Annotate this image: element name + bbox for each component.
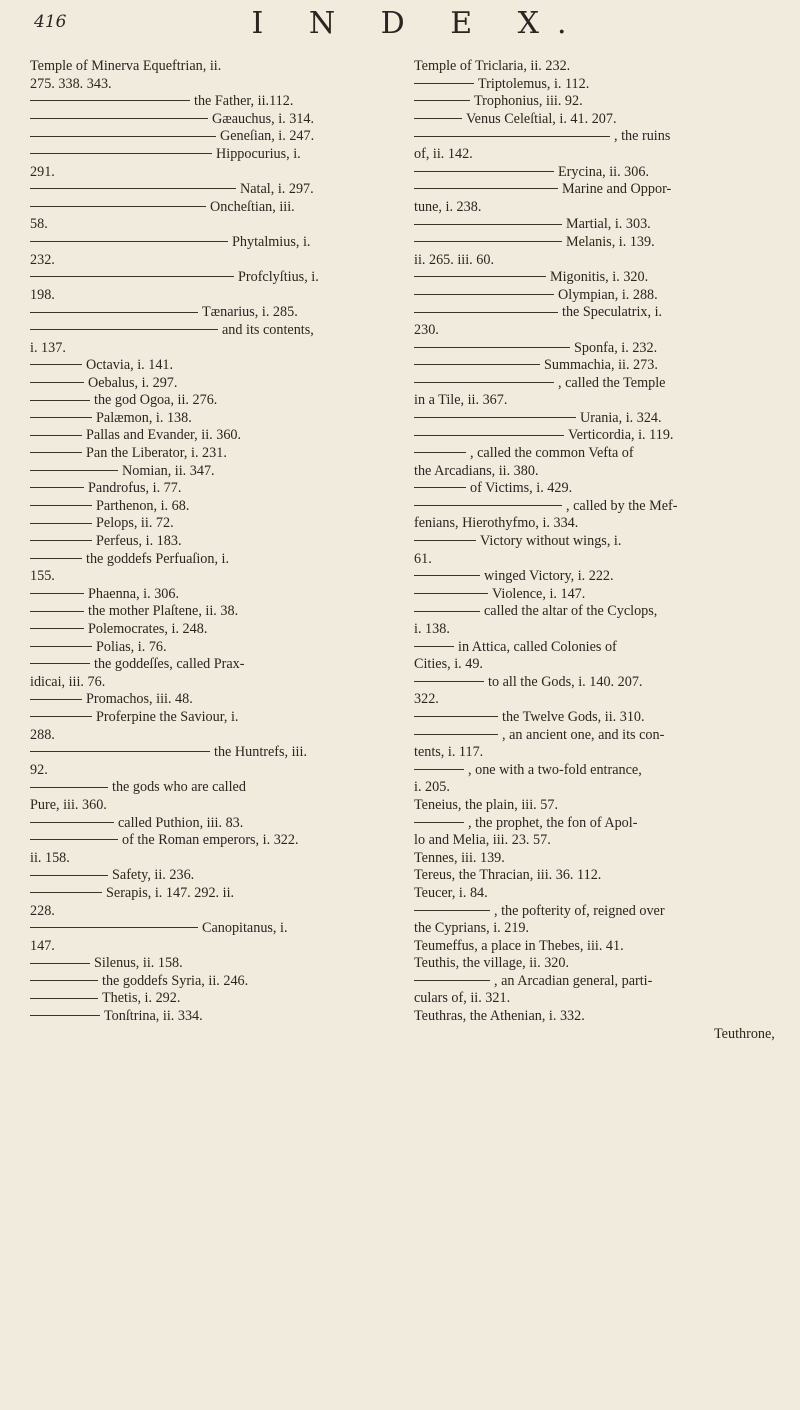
ditto-dash bbox=[414, 118, 462, 119]
index-entry bbox=[414, 128, 779, 146]
index-entry bbox=[30, 515, 395, 533]
ditto-dash bbox=[30, 699, 82, 700]
index-entry-text: Proferpine the Saviour, i. bbox=[96, 708, 239, 725]
index-entry-text: Temple of Minerva Equeftrian, ii. bbox=[30, 58, 222, 74]
index-entry bbox=[30, 727, 395, 745]
ditto-dash bbox=[30, 751, 210, 752]
index-entry bbox=[414, 199, 779, 217]
index-entry-text: Pandrofus, i. 77. bbox=[88, 480, 182, 497]
page-number: 416 bbox=[34, 12, 67, 32]
index-entry bbox=[414, 340, 779, 358]
index-entry bbox=[414, 586, 779, 604]
index-entry-text: the Arcadians, ii. 380. bbox=[414, 462, 539, 479]
index-entry bbox=[414, 515, 779, 533]
ditto-dash bbox=[30, 382, 84, 383]
ditto-dash bbox=[30, 329, 218, 330]
index-entry-text: and its contents, bbox=[222, 321, 314, 338]
index-entry-text: , called by the Mef- bbox=[566, 497, 678, 514]
ditto-dash bbox=[414, 452, 466, 453]
index-entry-text: Nomian, ii. 347. bbox=[122, 462, 215, 479]
index-entry-text: the Cyprians, i. 219. bbox=[414, 920, 530, 937]
ditto-dash bbox=[30, 716, 92, 717]
index-entry bbox=[30, 128, 395, 146]
index-entry bbox=[30, 340, 395, 358]
index-entry-text: tents, i. 117. bbox=[414, 744, 484, 761]
index-entry bbox=[414, 955, 779, 973]
index-entry-text: of, ii. 142. bbox=[414, 145, 473, 162]
ditto-dash bbox=[30, 787, 108, 788]
ditto-dash bbox=[414, 224, 562, 225]
ditto-dash bbox=[30, 611, 84, 612]
index-entry-text: the Huntrefs, iii. bbox=[214, 744, 307, 761]
ditto-dash bbox=[414, 593, 488, 594]
index-entry bbox=[414, 621, 779, 639]
ditto-dash bbox=[30, 312, 198, 313]
ditto-dash bbox=[30, 875, 108, 876]
index-entry bbox=[30, 111, 395, 129]
ditto-dash bbox=[414, 241, 562, 242]
index-entry bbox=[30, 498, 395, 516]
index-entry bbox=[30, 850, 395, 868]
ditto-dash bbox=[30, 505, 92, 506]
index-entry-text: 322. bbox=[414, 691, 439, 708]
index-entry-text: Triptolemus, i. 112. bbox=[478, 75, 590, 92]
index-entry-text: Summachia, ii. 273. bbox=[544, 357, 658, 374]
index-entry-text: 198. bbox=[30, 286, 55, 303]
index-entry-text: in a Tile, ii. 367. bbox=[414, 392, 508, 409]
ditto-dash bbox=[414, 100, 470, 101]
index-entry bbox=[414, 164, 779, 182]
ditto-dash bbox=[414, 347, 570, 348]
index-entry bbox=[414, 269, 779, 287]
ditto-dash bbox=[30, 1015, 100, 1016]
index-entry bbox=[414, 181, 779, 199]
index-entry bbox=[414, 76, 779, 94]
index-entry-text: Trophonius, iii. 92. bbox=[474, 93, 583, 110]
ditto-dash bbox=[414, 505, 562, 506]
index-entry-text: Migonitis, i. 320. bbox=[550, 269, 649, 286]
ditto-dash bbox=[414, 681, 484, 682]
index-entry bbox=[414, 111, 779, 129]
index-entry bbox=[414, 779, 779, 797]
index-entry bbox=[414, 903, 779, 921]
index-entry-text: i. 137. bbox=[30, 339, 66, 356]
index-entry bbox=[414, 463, 779, 481]
index-entry bbox=[30, 480, 395, 498]
index-entry bbox=[30, 93, 395, 111]
index-entry-text: Safety, ii. 236. bbox=[112, 867, 195, 884]
index-entry-text: , called the common Vefta of bbox=[470, 445, 634, 462]
ditto-dash bbox=[30, 417, 92, 418]
ditto-dash bbox=[30, 452, 82, 453]
index-entry-text: in Attica, called Colonies of bbox=[458, 638, 617, 655]
index-entry-text: tune, i. 238. bbox=[414, 198, 482, 215]
index-entry-text: Pure, iii. 360. bbox=[30, 796, 107, 813]
ditto-dash bbox=[30, 892, 102, 893]
ditto-dash bbox=[414, 364, 540, 365]
index-entry bbox=[30, 146, 395, 164]
index-entry-text: Teuthrone, bbox=[714, 1025, 775, 1042]
ditto-dash bbox=[414, 171, 554, 172]
index-entry bbox=[30, 252, 395, 270]
index-entry bbox=[30, 445, 395, 463]
index-entry bbox=[414, 674, 779, 692]
ditto-dash bbox=[414, 822, 464, 823]
index-entry-text: Perfeus, i. 183. bbox=[96, 533, 182, 550]
index-entry bbox=[30, 164, 395, 182]
index-entry bbox=[30, 603, 395, 621]
index-entry bbox=[30, 410, 395, 428]
index-entry bbox=[30, 533, 395, 551]
index-entry bbox=[30, 973, 395, 991]
index-entry-text: , an ancient one, and its con- bbox=[502, 726, 665, 743]
index-entry bbox=[30, 357, 395, 375]
index-entry bbox=[30, 551, 395, 569]
index-entry-text: Canopitanus, i. bbox=[202, 920, 288, 937]
index-entry bbox=[30, 762, 395, 780]
index-entry-text: , an Arcadian general, parti- bbox=[494, 972, 653, 989]
index-entry bbox=[414, 480, 779, 498]
index-entry bbox=[30, 58, 395, 76]
ditto-dash bbox=[414, 910, 490, 911]
index-entry-text: fenians, Hierothyfmo, i. 334. bbox=[414, 515, 579, 532]
ditto-dash bbox=[414, 716, 498, 717]
index-entry-text: Tereus, the Thracian, iii. 36. 112. bbox=[414, 867, 602, 884]
index-entry-text: , one with a two-fold entrance, bbox=[468, 761, 642, 778]
index-entry-text: the god Ogoa, ii. 276. bbox=[94, 392, 218, 409]
index-entry-text: Phytalmius, i. bbox=[232, 233, 311, 250]
index-entry-text: Natal, i. 297. bbox=[240, 181, 314, 198]
index-entry-text: Tonſtrina, ii. 334. bbox=[104, 1008, 203, 1025]
index-entry bbox=[30, 621, 395, 639]
index-entry bbox=[30, 867, 395, 885]
ditto-dash bbox=[414, 487, 466, 488]
index-entry bbox=[30, 1008, 395, 1026]
ditto-dash bbox=[414, 611, 480, 612]
index-entry-text: ii. 265. iii. 60. bbox=[414, 251, 495, 268]
index-entry bbox=[30, 76, 395, 94]
ditto-dash bbox=[30, 646, 92, 647]
index-entry-text: Octavia, i. 141. bbox=[86, 357, 174, 374]
index-entry-text: Victory without wings, i. bbox=[480, 533, 622, 550]
index-entry-text: ii. 158. bbox=[30, 849, 70, 866]
index-entry bbox=[30, 744, 395, 762]
index-entry-text: Pallas and Evander, ii. 360. bbox=[86, 427, 242, 444]
index-entry-text: Venus Celeſtial, i. 41. 207. bbox=[466, 110, 617, 127]
index-entry-text: Teucer, i. 84. bbox=[414, 884, 488, 901]
ditto-dash bbox=[414, 382, 554, 383]
index-entry-text: the Father, ii.112. bbox=[194, 93, 294, 110]
index-entry bbox=[30, 938, 395, 956]
index-entry-text: i. 138. bbox=[414, 621, 450, 637]
index-entry bbox=[414, 322, 779, 340]
index-entry-text: Tennes, iii. 139. bbox=[414, 849, 505, 866]
index-entry-text: 147. bbox=[30, 937, 55, 954]
index-entry-text: , the prophet, the fon of Apol- bbox=[468, 814, 638, 831]
index-entry bbox=[414, 287, 779, 305]
index-entry-text: Cities, i. 49. bbox=[414, 656, 483, 673]
index-entry-text: Hippocurius, i. bbox=[216, 145, 301, 162]
ditto-dash bbox=[30, 963, 90, 964]
index-entry-text: called the altar of the Cyclops, bbox=[484, 603, 658, 620]
index-entry-text: Oebalus, i. 297. bbox=[88, 374, 178, 391]
ditto-dash bbox=[30, 153, 212, 154]
index-entry-text: winged Victory, i. 222. bbox=[484, 568, 614, 585]
index-entry-text: Thetis, i. 292. bbox=[102, 990, 181, 1007]
index-entry bbox=[414, 990, 779, 1008]
index-entry bbox=[414, 551, 779, 569]
index-entry bbox=[30, 269, 395, 287]
ditto-dash bbox=[30, 593, 84, 594]
index-entry bbox=[30, 832, 395, 850]
index-entry bbox=[30, 234, 395, 252]
index-entry bbox=[414, 727, 779, 745]
ditto-dash bbox=[30, 136, 216, 137]
index-entry-text: Gæauchus, i. 314. bbox=[212, 110, 315, 127]
ditto-dash bbox=[414, 540, 476, 541]
index-entry-text: Promachos, iii. 48. bbox=[86, 691, 193, 708]
ditto-dash bbox=[414, 136, 610, 137]
index-entry-text: the goddeſſes, called Prax- bbox=[94, 656, 245, 673]
index-entry bbox=[30, 463, 395, 481]
index-entry bbox=[414, 639, 779, 657]
index-entry-text: Pan the Liberator, i. 231. bbox=[86, 445, 227, 462]
index-entry-text: the Twelve Gods, ii. 310. bbox=[502, 708, 645, 725]
index-entry-text: Martial, i. 303. bbox=[566, 216, 651, 233]
index-entry bbox=[30, 199, 395, 217]
index-entry bbox=[414, 357, 779, 375]
index-entry-text: Melanis, i. 139. bbox=[566, 233, 655, 250]
index-entry-text: Parthenon, i. 68. bbox=[96, 497, 190, 514]
ditto-dash bbox=[30, 663, 90, 664]
index-entry-text: to all the Gods, i. 140. 207. bbox=[488, 673, 643, 690]
ditto-dash bbox=[30, 980, 98, 981]
index-entry bbox=[414, 216, 779, 234]
index-entry-text: 275. 338. 343. bbox=[30, 75, 112, 92]
ditto-dash bbox=[414, 769, 464, 770]
index-entry bbox=[414, 304, 779, 322]
index-entry-text: Geneſian, i. 247. bbox=[220, 128, 315, 145]
index-entry bbox=[414, 410, 779, 428]
index-entry-text: Marine and Oppor- bbox=[562, 181, 672, 198]
index-entry-text: 288. bbox=[30, 726, 55, 743]
index-entry bbox=[30, 691, 395, 709]
index-entry-text: Tænarius, i. 285. bbox=[202, 304, 298, 321]
index-entry bbox=[30, 216, 395, 234]
index-entry bbox=[30, 885, 395, 903]
index-entry-text: the gods who are called bbox=[112, 779, 246, 796]
index-entry-text: Teuthis, the village, ii. 320. bbox=[414, 955, 570, 972]
index-entry bbox=[414, 392, 779, 410]
index-entry-text: Serapis, i. 147. 292. ii. bbox=[106, 884, 235, 901]
index-entry-text: 92. bbox=[30, 761, 48, 778]
index-entry-text: Violence, i. 147. bbox=[492, 585, 586, 602]
index-entry-text: 155. bbox=[30, 568, 55, 585]
index-entry bbox=[30, 586, 395, 604]
index-entry bbox=[414, 568, 779, 586]
index-entry bbox=[414, 533, 779, 551]
ditto-dash bbox=[30, 118, 208, 119]
index-entry-text: , called the Temple bbox=[558, 374, 666, 391]
index-entry-text: lo and Melia, iii. 23. 57. bbox=[414, 832, 551, 849]
index-entry-text: 230. bbox=[414, 321, 439, 338]
index-entry-text: Erycina, ii. 306. bbox=[558, 163, 650, 180]
index-entry bbox=[414, 1026, 779, 1044]
index-entry bbox=[30, 427, 395, 445]
index-entry bbox=[30, 779, 395, 797]
ditto-dash bbox=[414, 734, 498, 735]
index-entry-text: Olympian, i. 288. bbox=[558, 286, 658, 303]
index-entry bbox=[414, 603, 779, 621]
ditto-dash bbox=[30, 927, 198, 928]
index-entry bbox=[414, 815, 779, 833]
index-entry bbox=[414, 445, 779, 463]
index-entry bbox=[30, 304, 395, 322]
ditto-dash bbox=[30, 523, 92, 524]
ditto-dash bbox=[414, 276, 546, 277]
index-entry-text: i. 205. bbox=[414, 779, 450, 796]
index-entry bbox=[30, 287, 395, 305]
index-entry-text: Urania, i. 324. bbox=[580, 409, 662, 426]
index-entry-text: the goddefs Syria, ii. 246. bbox=[102, 972, 249, 989]
ditto-dash bbox=[30, 628, 84, 629]
index-entry-text: Teumeffus, a place in Thebes, iii. 41. bbox=[414, 937, 624, 954]
ditto-dash bbox=[30, 540, 92, 541]
ditto-dash bbox=[30, 435, 82, 436]
ditto-dash bbox=[30, 822, 114, 823]
index-entry bbox=[414, 1008, 779, 1026]
index-entry bbox=[30, 322, 395, 340]
index-entry-text: Polemocrates, i. 248. bbox=[88, 621, 208, 637]
index-entry bbox=[414, 709, 779, 727]
ditto-dash bbox=[30, 206, 206, 207]
index-entry-text: idicai, iii. 76. bbox=[30, 673, 106, 690]
index-entry bbox=[414, 867, 779, 885]
index-entry bbox=[30, 656, 395, 674]
index-entry-text: Temple of Triclaria, ii. 232. bbox=[414, 58, 571, 74]
index-entry-text: Silenus, ii. 158. bbox=[94, 955, 183, 972]
ditto-dash bbox=[30, 276, 234, 277]
index-entry bbox=[30, 797, 395, 815]
index-entry-text: Phaenna, i. 306. bbox=[88, 585, 180, 602]
index-entry bbox=[414, 375, 779, 393]
index-entry bbox=[414, 656, 779, 674]
ditto-dash bbox=[414, 312, 558, 313]
index-entry-text: Pelops, ii. 72. bbox=[96, 515, 174, 532]
index-entry bbox=[30, 392, 395, 410]
index-entry bbox=[30, 709, 395, 727]
index-entry bbox=[414, 427, 779, 445]
ditto-dash bbox=[30, 470, 118, 471]
ditto-dash bbox=[414, 417, 576, 418]
index-entry-text: , the ruins bbox=[614, 128, 671, 145]
index-entry-text: 228. bbox=[30, 902, 55, 919]
ditto-dash bbox=[30, 241, 228, 242]
ditto-dash bbox=[30, 487, 84, 488]
index-entry-text: 58. bbox=[30, 216, 48, 233]
index-entry bbox=[414, 146, 779, 164]
index-entry-text: of Victims, i. 429. bbox=[470, 480, 573, 497]
index-entry bbox=[414, 93, 779, 111]
index-entry-text: , the pofterity of, reigned over bbox=[494, 902, 665, 919]
ditto-dash bbox=[414, 435, 564, 436]
right-column bbox=[414, 58, 779, 1043]
index-entry-text: called Puthion, iii. 83. bbox=[118, 814, 244, 831]
index-entry bbox=[30, 990, 395, 1008]
ditto-dash bbox=[30, 998, 98, 999]
ditto-dash bbox=[30, 364, 82, 365]
index-entry bbox=[414, 234, 779, 252]
ditto-dash bbox=[414, 980, 490, 981]
index-entry-text: of the Roman emperors, i. 322. bbox=[122, 832, 299, 849]
index-entry-text: the Speculatrix, i. bbox=[562, 304, 663, 321]
index-entry bbox=[414, 920, 779, 938]
index-entry bbox=[414, 885, 779, 903]
index-entry-text: Oncheſtian, iii. bbox=[210, 198, 295, 215]
index-entry bbox=[414, 797, 779, 815]
index-entry bbox=[30, 674, 395, 692]
index-entry-text: 232. bbox=[30, 251, 55, 268]
ditto-dash bbox=[30, 400, 90, 401]
index-entry-text: Polias, i. 76. bbox=[96, 638, 167, 655]
ditto-dash bbox=[30, 188, 236, 189]
index-entry bbox=[414, 691, 779, 709]
ditto-dash bbox=[30, 839, 118, 840]
index-entry bbox=[30, 903, 395, 921]
ditto-dash bbox=[30, 100, 190, 101]
ditto-dash bbox=[414, 575, 480, 576]
page-header: I N D E X. bbox=[251, 6, 585, 41]
index-entry bbox=[414, 850, 779, 868]
left-column bbox=[30, 58, 395, 1026]
ditto-dash bbox=[414, 188, 558, 189]
index-entry bbox=[414, 744, 779, 762]
index-entry-text: Palæmon, i. 138. bbox=[96, 409, 192, 426]
ditto-dash bbox=[30, 558, 82, 559]
index-entry bbox=[30, 375, 395, 393]
ditto-dash bbox=[414, 294, 554, 295]
index-entry bbox=[30, 955, 395, 973]
index-entry bbox=[30, 568, 395, 586]
index-entry bbox=[414, 832, 779, 850]
ditto-dash bbox=[414, 83, 474, 84]
ditto-dash bbox=[414, 646, 454, 647]
index-entry-text: the mother Plaſtene, ii. 38. bbox=[88, 603, 239, 620]
index-entry bbox=[414, 973, 779, 991]
index-entry bbox=[30, 920, 395, 938]
index-entry bbox=[414, 498, 779, 516]
index-entry bbox=[30, 815, 395, 833]
index-entry bbox=[414, 58, 779, 76]
index-entry-text: Profclyſtius, i. bbox=[238, 269, 319, 286]
index-entry bbox=[414, 762, 779, 780]
index-entry-text: Teneius, the plain, iii. 57. bbox=[414, 796, 559, 813]
index-entry-text: 291. bbox=[30, 163, 55, 180]
index-entry bbox=[414, 252, 779, 270]
index-entry-text: the goddefs Perfuaſion, i. bbox=[86, 550, 230, 567]
index-entry bbox=[30, 639, 395, 657]
index-entry-text: culars of, ii. 321. bbox=[414, 990, 511, 1007]
index-entry-text: Sponfa, i. 232. bbox=[574, 339, 658, 356]
index-entry-text: Teuthras, the Athenian, i. 332. bbox=[414, 1008, 585, 1025]
index-entry bbox=[414, 938, 779, 956]
index-entry bbox=[30, 181, 395, 199]
index-entry-text: Verticordia, i. 119. bbox=[568, 427, 674, 444]
index-entry-text: 61. bbox=[414, 550, 432, 567]
